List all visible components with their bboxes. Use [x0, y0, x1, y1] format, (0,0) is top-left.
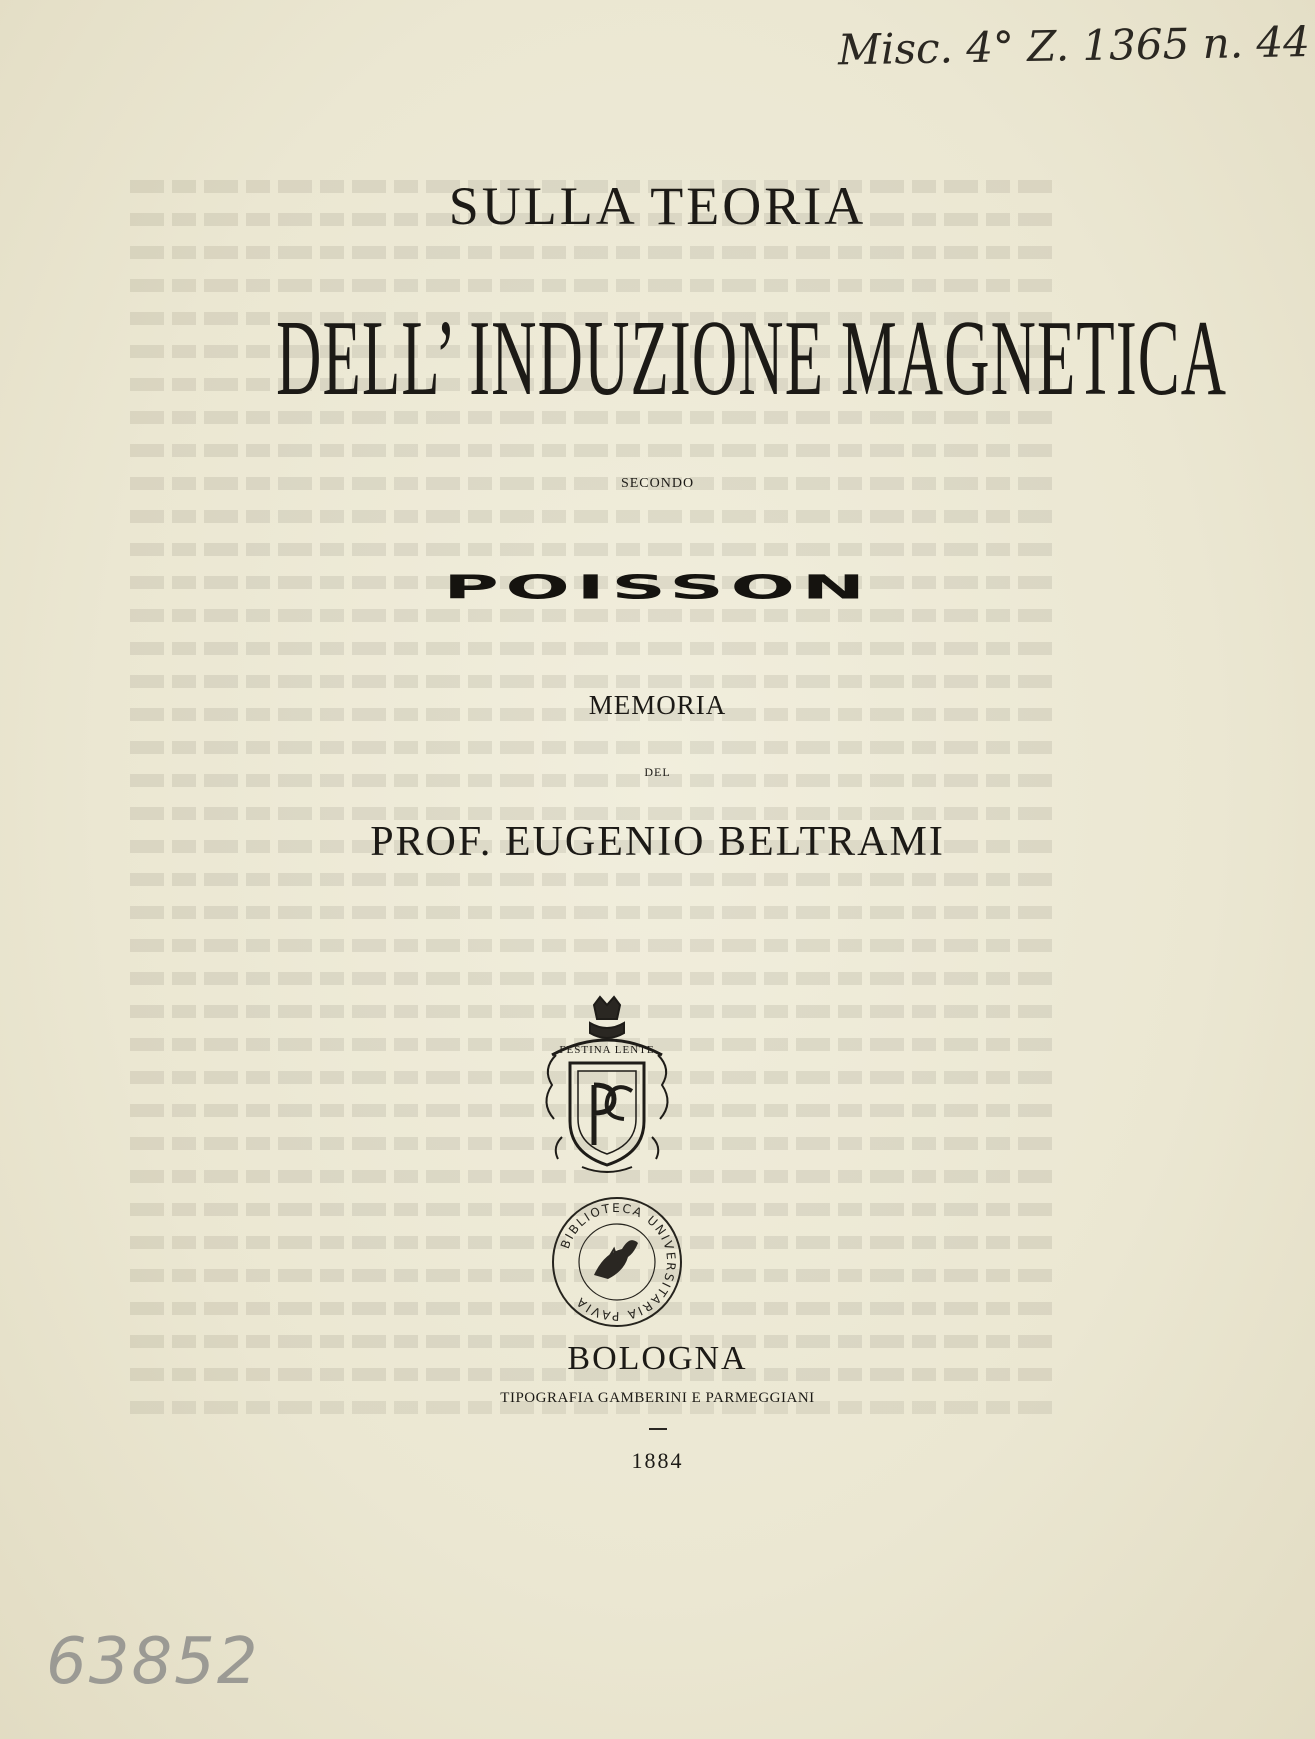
handwritten-shelf-mark: Misc. 4° Z. 1365 n. 44: [837, 17, 1311, 75]
subject-name: POISSON: [443, 567, 872, 607]
imprint-city: BOLOGNA: [567, 1340, 748, 1377]
stamped-inventory-number: 63852: [46, 1625, 260, 1699]
imprint-year: 1884: [631, 1448, 684, 1473]
library-stamp: [550, 1195, 684, 1329]
title-line-1: SULLA TEORIA: [448, 176, 867, 236]
del-label: DEL: [644, 765, 671, 779]
genre-label: MEMORIA: [588, 690, 727, 720]
emblem-motto: FESTINA LENTE: [559, 1044, 655, 1056]
imprint-divider: [649, 1428, 667, 1430]
printer-emblem: [532, 995, 682, 1180]
title-line-2: DELL’ INDUZIONE MAGNETICA: [276, 299, 1228, 418]
author-name: PROF. EUGENIO BELTRAMI: [370, 819, 945, 865]
stamp-text: BIBLIOTECA UNIVERSITARIA PAVIA: [557, 1200, 679, 1324]
imprint-printer: TIPOGRAFIA GAMBERINI E PARMEGGIANI: [500, 1390, 815, 1406]
secondo-label: SECONDO: [620, 476, 695, 491]
